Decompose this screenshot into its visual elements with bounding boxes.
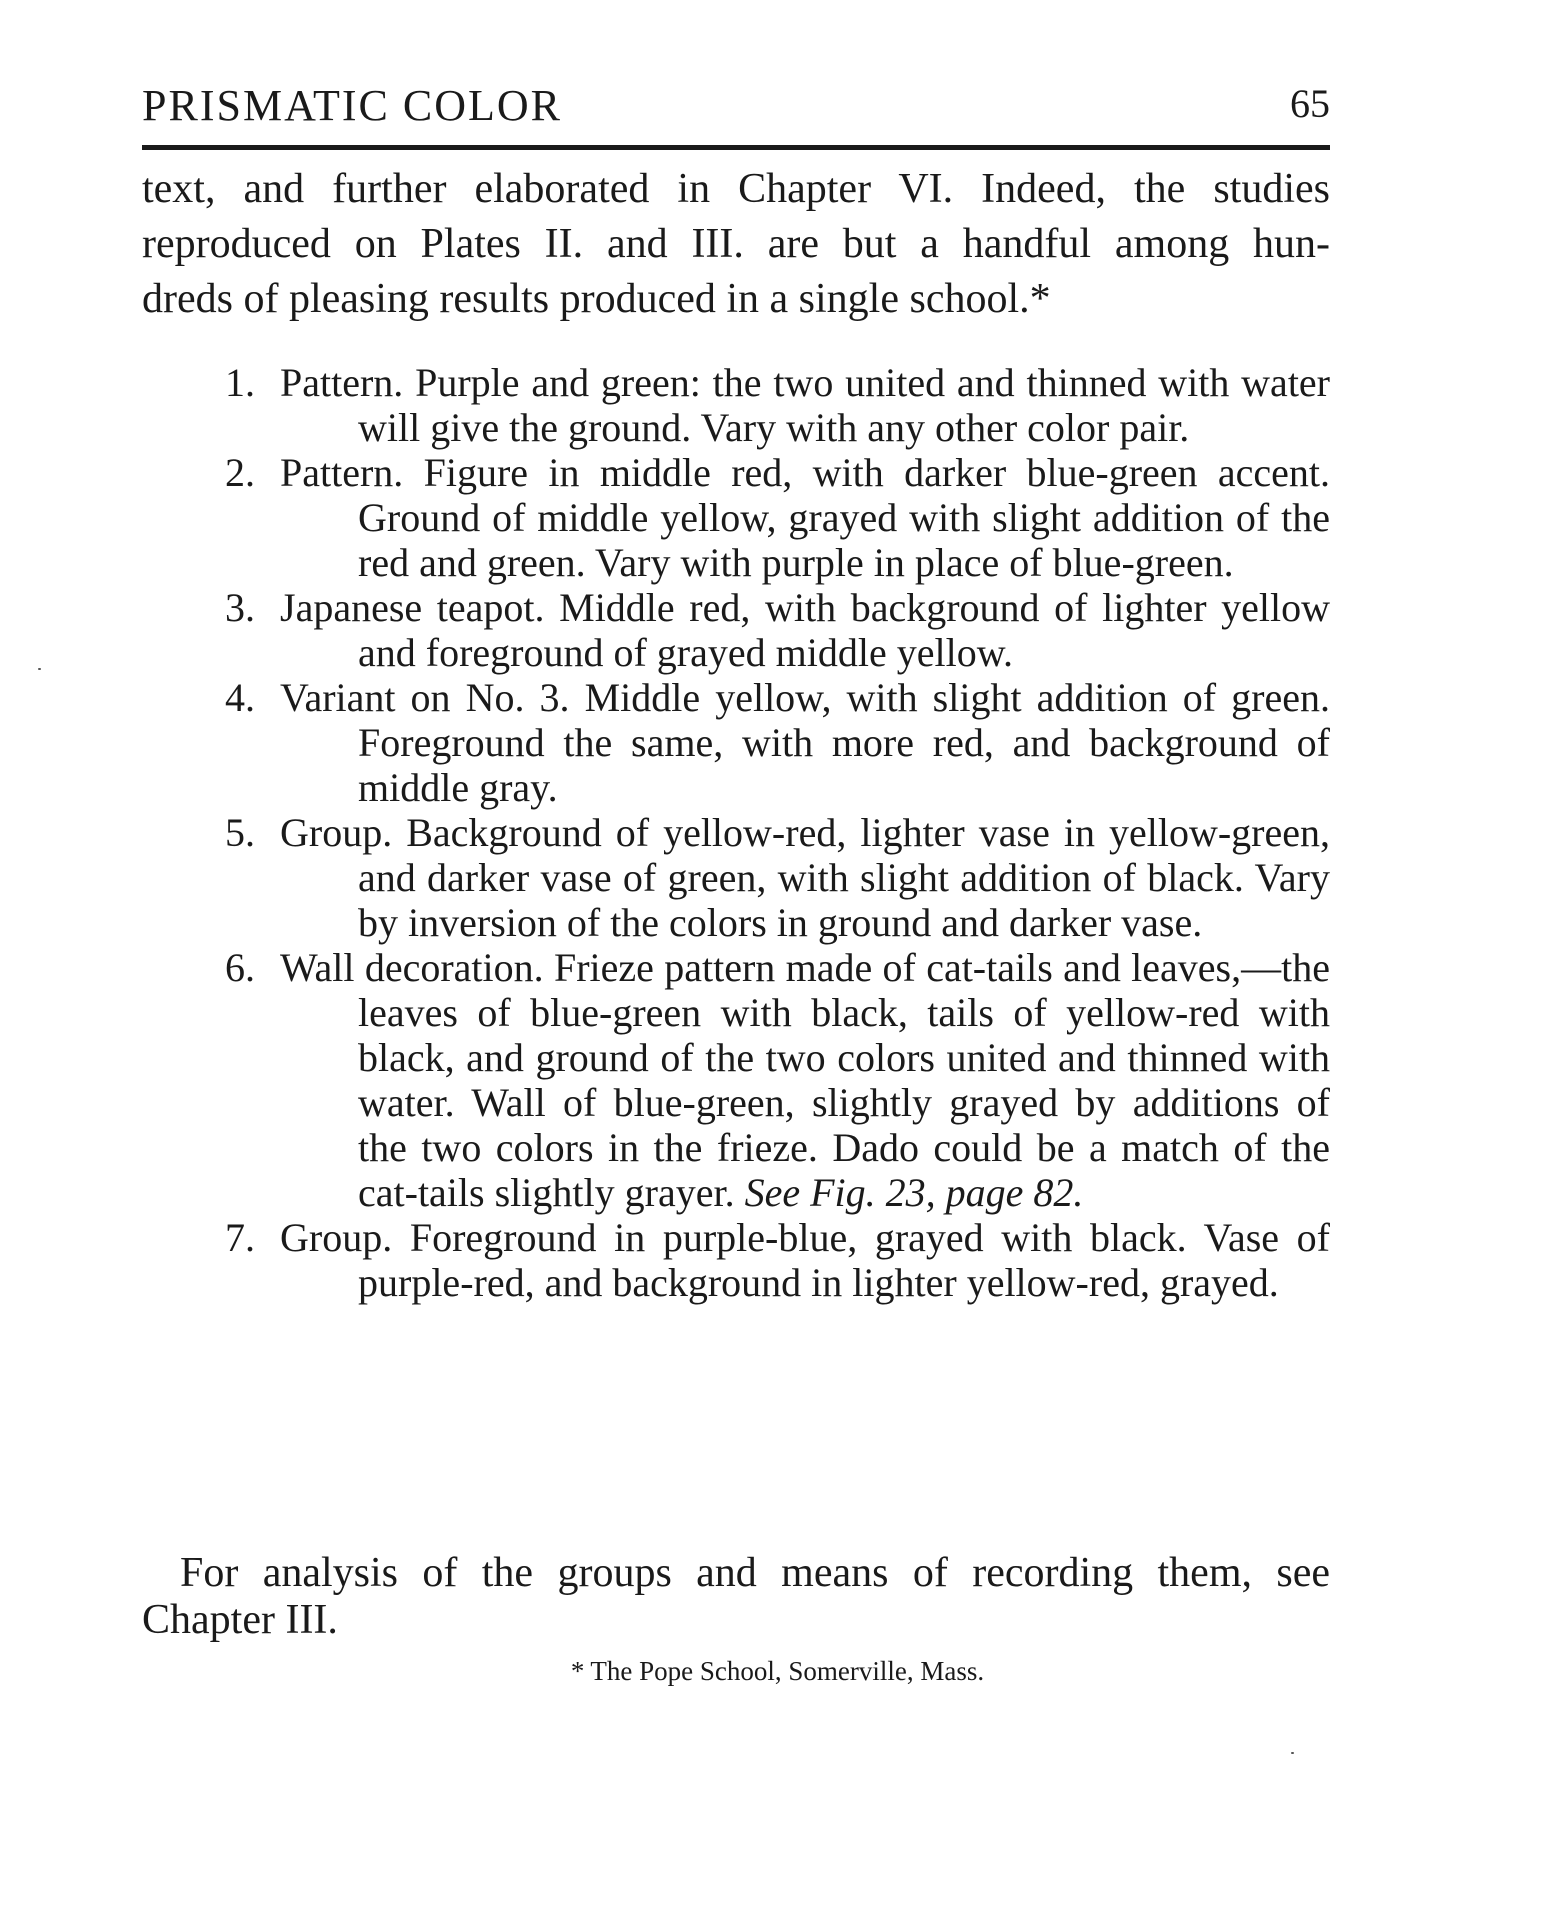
header-rule [142, 145, 1330, 150]
item-number: 3. [225, 585, 255, 630]
item-number: 1. [225, 360, 255, 405]
footnote-marker: * [570, 1656, 585, 1686]
list-item [225, 810, 1330, 945]
item-number: 5. [225, 810, 255, 855]
intro-line: dreds of pleasing results produced in a single school.* [142, 276, 1051, 322]
footnote-text: The Pope School, Somerville, Mass. [590, 1656, 985, 1686]
running-head [142, 80, 1330, 140]
item-number: 7. [225, 1215, 255, 1260]
closing-line: Chapter III. [142, 1597, 338, 1643]
footnote [0, 1656, 1555, 1687]
list-item [225, 945, 1330, 1215]
item-text: Pattern. Purple and green: the two united and thinned with water will give the ground. Vary with any other color pair. [280, 360, 1330, 450]
intro-line: reproduced on Plates II. and III. are but a handful among hun- [142, 221, 1330, 267]
running-title: PRISMATIC COLOR [142, 81, 562, 130]
scan-speck [1291, 1752, 1294, 1754]
item-text: Pattern. Figure in middle red, with darker blue-green accent. Ground of middle yellow, grayed with slight addition of the red and green. Vary with purple in place of blue-green. [280, 450, 1330, 585]
list-item [225, 1215, 1330, 1305]
list-item [225, 360, 1330, 450]
scan-speck [38, 668, 41, 670]
item-text: Wall decoration. Frieze pattern made of cat-tails and leaves,—the leaves of blue-green with black, tails of yellow-red with black, and ground of the two colors united and thinned with water. Wall of blue-green, slightly grayed by additions of the two colors in the frieze. Dado could be a match of the cat-tails slightly grayer. [280, 945, 1330, 1215]
page-number: 65 [1290, 81, 1330, 126]
item-text: Japanese teapot. Middle red, with background of lighter yellow and foreground of grayed middle yellow. [280, 585, 1330, 675]
item-text: Variant on No. 3. Middle yellow, with slight addition of green. Foreground the same, with more red, and background of middle gray. [280, 675, 1330, 810]
item-text: Group. Foreground in purple-blue, grayed with black. Vase of purple-red, and background in lighter yellow-red, grayed. [280, 1215, 1330, 1305]
intro-paragraph [142, 162, 1330, 327]
item-number: 2. [225, 450, 255, 495]
list-item [225, 585, 1330, 675]
closing-paragraph [142, 1550, 1330, 1644]
list-item [225, 450, 1330, 585]
item-text: Group. Background of yellow-red, lighter vase in yellow-green, and darker vase of green, with slight addition of black. Vary by inversion of the colors in ground and darker vase. [280, 810, 1330, 945]
closing-line: For analysis of the groups and means of recording them, see [180, 1550, 1330, 1596]
item-number: 4. [225, 675, 255, 720]
item-number: 6. [225, 945, 255, 990]
list-item [225, 675, 1330, 810]
study-list [225, 360, 1330, 1305]
item-cross-reference: See Fig. 23, page 82. [744, 1170, 1084, 1215]
intro-line: text, and further elaborated in Chapter VI. Indeed, the studies [142, 166, 1330, 212]
